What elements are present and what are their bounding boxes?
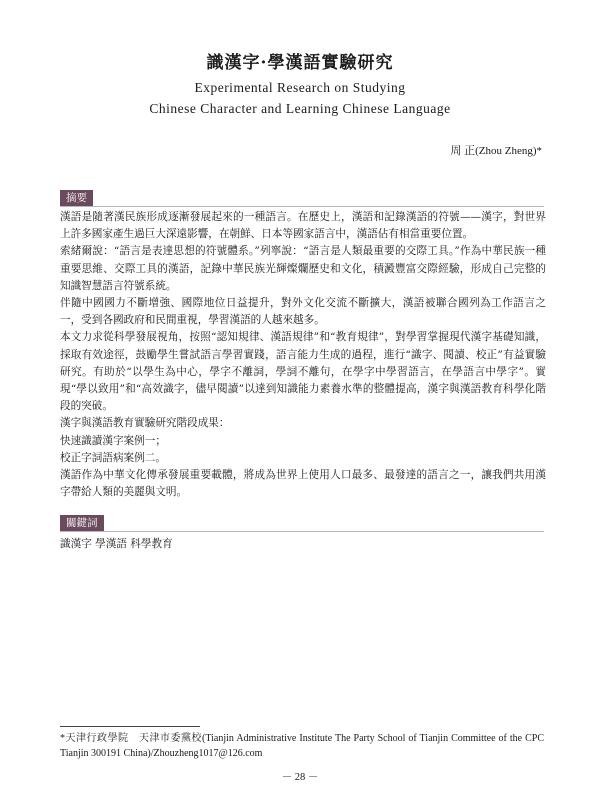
- footnote-divider: [60, 726, 200, 727]
- paper-title-english-line-1: Experimental Research on Studying: [194, 80, 406, 95]
- page-number: － 28 －: [281, 772, 319, 783]
- abstract-paragraph: 索緒爾說：“語言是表達思想的符號體系。”列寧說：“語言是人類最重要的交際工具。”作為中華民族一種重要思維、交際工具的漢語，記錄中華民族光輝燦爛歷史和文化，積澱豐富交際經驗，形成自己完整的知識智慧語言符號系統。: [60, 245, 546, 292]
- author-footnote: *天津行政學院 天津市委黨校(Tianjin Administrative Institute The Party School of Tianjin Committee of the CPC Tianjin 300191 China)/Zhouzheng1017@126.com: [60, 733, 544, 759]
- abstract-divider: [60, 206, 544, 207]
- abstract-paragraph: 快速識讀漢字案例一；: [60, 434, 166, 447]
- keywords-text: 識漢字 學漢語 科學教育: [60, 538, 173, 550]
- abstract-paragraph: 本文力求從科學發展視角，按照“認知規律、漢語規律”和“教育規律”，對學習掌握現代漢字基礎知識，採取有效途徑，鼓勵學生嘗試語言學習實踐，語言能力生成的過程，進行“識字、閱讀、校正”有益實驗研究。有助於“以學生為中心，學字不離詞，學詞不離句，在學字中學習語言，在學語言中學字”。實現“學以致用”和“高效識字，儘早閱讀”以達到知識能力素養水準的整體提高，漢字與漢語教育科學化階段的突破。: [60, 331, 546, 413]
- abstract-body: [60, 209, 546, 501]
- abstract-label: 摘要: [60, 190, 93, 206]
- keywords-label: 關鍵詞: [60, 515, 104, 531]
- abstract-paragraph: 伴隨中國國力不斷增強、國際地位日益提升，對外文化交流不斷擴大，漢語被聯合國列為工作語言之一，受到各國政府和民間重視，學習漢語的人越來越多。: [60, 297, 546, 327]
- paper-title-english-line-2: Chinese Character and Learning Chinese Language: [149, 101, 451, 116]
- abstract-paragraph: 漢字與漢語教育實驗研究階段成果：: [60, 417, 230, 430]
- abstract-paragraph: 漢語是隨著漢民族形成逐漸發展起來的一種語言。在歷史上，漢語和記錄漢語的符號——漢字，對世界上許多國家產生過巨大深遠影響，在朝鮮、日本等國家語言中，漢語佔有相當重要位置。: [60, 211, 546, 241]
- paper-title-chinese: 識漢字·學漢語實驗研究: [206, 53, 394, 73]
- abstract-paragraph: 漢語作為中華文化傳承發展重要載體，將成為世界上使用人口最多、最發達的語言之一，讓我們共用漢字帶給人類的美麗與文明。: [60, 469, 546, 499]
- author-name: 周 正(Zhou Zheng)*: [450, 145, 542, 157]
- abstract-paragraph: 校正字詞語病案例二。: [60, 451, 166, 464]
- keywords-divider: [60, 531, 544, 532]
